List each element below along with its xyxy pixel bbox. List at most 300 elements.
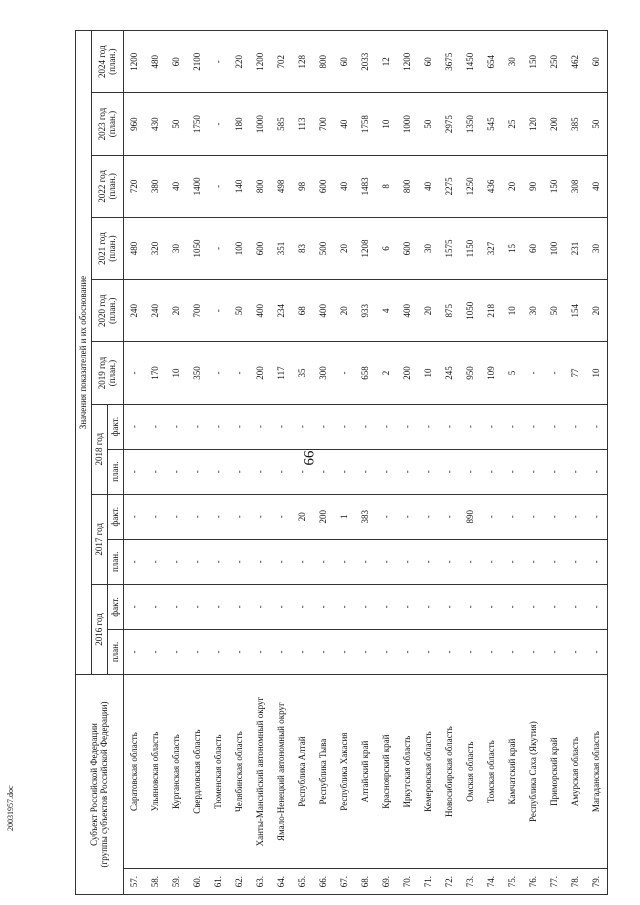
value-cell: 150 [523,31,544,93]
value-cell: 245 [439,342,460,404]
plan-type-label: (план.) [106,235,117,262]
value-cell: 658 [355,342,376,404]
value-cell: - [124,342,146,404]
region-name: Амурская область [565,675,586,869]
value-cell: 100 [544,217,565,279]
value-cell: - [439,539,460,584]
value-cell: 1050 [187,217,208,279]
table-row [397,31,418,895]
subject-column-header [76,675,124,895]
table-row [229,31,250,895]
values-group-header: Значения показателей и их обоснование [76,31,92,675]
value-cell: - [124,629,146,674]
value-cell: - [334,539,355,584]
value-cell: 60 [418,31,439,93]
table-row [544,31,565,895]
value-cell: - [187,494,208,539]
value-cell: 40 [586,155,608,217]
table-row [250,31,271,895]
value-cell: - [355,629,376,674]
value-cell: 720 [124,155,146,217]
sub-header-fact-2017: факт. [108,494,124,539]
value-cell: - [565,404,586,449]
table-row [439,31,460,895]
value-cell: 462 [565,31,586,93]
plan-year-label: 2022 год [97,170,108,203]
value-cell: - [397,629,418,674]
plan-2024-header [92,31,124,93]
region-name: Республика Алтай [292,675,313,869]
value-cell: 1000 [250,93,271,155]
value-cell: - [166,539,187,584]
value-cell: 200 [544,93,565,155]
plan-type-label: (план.) [106,110,117,138]
value-cell: - [208,93,229,155]
region-name: Ханты-Мансийский автономный округ [250,675,271,869]
value-cell: - [439,494,460,539]
row-number: 64. [271,869,292,895]
value-cell: 1350 [460,93,481,155]
value-cell: 2 [376,342,397,404]
value-cell: - [376,584,397,629]
row-number: 58. [145,869,166,895]
row-number: 74. [481,869,502,895]
value-cell: - [481,629,502,674]
table-row [292,31,313,895]
value-cell: 480 [145,31,166,93]
value-cell: - [502,629,523,674]
value-cell: - [208,155,229,217]
value-cell: 15 [502,217,523,279]
value-cell: - [376,494,397,539]
indicators-table [75,30,608,895]
plan-2022-header [92,155,124,217]
value-cell: - [376,449,397,494]
value-cell: - [502,494,523,539]
value-cell: 2275 [439,155,460,217]
region-name: Республика Тыва [313,675,334,869]
table-row [502,31,523,895]
value-cell: 40 [166,155,187,217]
value-cell: 68 [292,280,313,342]
value-cell: - [418,539,439,584]
value-cell: 5 [502,342,523,404]
plan-year-label: 2021 год [97,232,108,265]
year-2017-header: 2017 год [92,494,108,584]
value-cell: - [565,629,586,674]
value-cell: 100 [229,217,250,279]
value-cell: - [208,629,229,674]
row-number: 75. [502,869,523,895]
row-number: 76. [523,869,544,895]
value-cell: - [187,404,208,449]
value-cell: 700 [187,280,208,342]
row-number: 63. [250,869,271,895]
value-cell: 200 [397,342,418,404]
value-cell: 113 [292,93,313,155]
plan-2019-header [92,342,124,404]
value-cell: - [208,494,229,539]
plan-type-label: (план.) [106,359,117,387]
value-cell: - [418,449,439,494]
value-cell: 20 [418,280,439,342]
value-cell: - [481,494,502,539]
value-cell: - [313,449,334,494]
value-cell: 60 [334,31,355,93]
value-cell: - [586,449,608,494]
value-cell: - [544,342,565,404]
value-cell: - [523,342,544,404]
value-cell: - [586,584,608,629]
row-number: 65. [292,869,313,895]
value-cell: - [313,584,334,629]
value-cell: - [145,449,166,494]
value-cell: 436 [481,155,502,217]
value-cell: 585 [271,93,292,155]
row-number: 72. [439,869,460,895]
value-cell: - [208,584,229,629]
value-cell: 308 [565,155,586,217]
value-cell: - [439,629,460,674]
value-cell: 60 [586,31,608,93]
region-name: Республика Саха (Якутия) [523,675,544,869]
table-row [313,31,334,895]
table-row [565,31,586,895]
value-cell: - [187,629,208,674]
value-cell: - [313,404,334,449]
value-cell: - [250,404,271,449]
table-row [166,31,187,895]
table-row [208,31,229,895]
value-cell: - [292,584,313,629]
region-name: Республика Хакасия [334,675,355,869]
value-cell: - [586,404,608,449]
plan-2020-header [92,280,124,342]
region-name: Иркутская область [397,675,418,869]
row-number: 73. [460,869,481,895]
value-cell: - [481,584,502,629]
value-cell: 90 [523,155,544,217]
value-cell: 327 [481,217,502,279]
value-cell: - [145,629,166,674]
plan-type-label: (план.) [106,297,117,324]
plan-year-label: 2023 год [97,107,108,141]
value-cell: - [460,584,481,629]
value-cell: - [208,449,229,494]
table-row [355,31,376,895]
region-name: Саратовская область [124,675,146,869]
value-cell: 200 [250,342,271,404]
value-cell: - [460,449,481,494]
value-cell: - [544,629,565,674]
value-cell: 50 [166,93,187,155]
sub-header-plan-2017: план. [108,539,124,584]
value-cell: - [502,539,523,584]
value-cell: 20 [502,155,523,217]
value-cell: - [376,629,397,674]
value-cell: 50 [586,93,608,155]
sub-header-fact-2016: факт. [108,584,124,629]
value-cell: 950 [460,342,481,404]
value-cell: - [229,629,250,674]
value-cell: 1208 [355,217,376,279]
value-cell: 20 [586,280,608,342]
value-cell: - [166,584,187,629]
value-cell: - [124,539,146,584]
value-cell: - [271,629,292,674]
table-row [418,31,439,895]
value-cell: 50 [544,280,565,342]
value-cell: - [250,494,271,539]
region-name: Магаданская область [586,675,608,869]
plan-2021-header [92,217,124,279]
subject-header-line2: (группы субъектов Российской Федерации) [98,701,109,868]
row-number: 71. [418,869,439,895]
value-cell: 498 [271,155,292,217]
value-cell: 654 [481,31,502,93]
value-cell: 500 [313,217,334,279]
value-cell: - [544,539,565,584]
value-cell: - [397,404,418,449]
value-cell: - [439,449,460,494]
value-cell: - [334,449,355,494]
table-row [187,31,208,895]
value-cell: 50 [418,93,439,155]
value-cell: 240 [124,280,146,342]
value-cell: 180 [229,93,250,155]
value-cell: - [355,404,376,449]
value-cell: - [208,539,229,584]
value-cell: - [166,404,187,449]
value-cell: 351 [271,217,292,279]
value-cell: 220 [229,31,250,93]
value-cell: 250 [544,31,565,93]
value-cell: 30 [418,217,439,279]
row-number: 70. [397,869,418,895]
value-cell: - [565,449,586,494]
value-cell: - [187,449,208,494]
value-cell: - [166,494,187,539]
value-cell: 12 [376,31,397,93]
value-cell: 50 [229,280,250,342]
value-cell: - [313,539,334,584]
plan-type-label: (план.) [106,173,117,200]
value-cell: - [124,494,146,539]
value-cell: - [271,449,292,494]
region-name: Новосибирская область [439,675,460,869]
table-row [271,31,292,895]
value-cell: 480 [124,217,146,279]
row-number: 57. [124,869,146,895]
value-cell: - [397,584,418,629]
value-cell: 20 [334,217,355,279]
row-number: 67. [334,869,355,895]
region-name: Тюменская область [208,675,229,869]
value-cell: - [229,539,250,584]
value-cell: - [523,449,544,494]
value-cell: - [250,449,271,494]
value-cell: 140 [229,155,250,217]
rotated-table-container [75,30,601,895]
value-cell: - [439,584,460,629]
value-cell: - [271,584,292,629]
value-cell: - [397,449,418,494]
value-cell: - [439,404,460,449]
value-cell: 20 [292,494,313,539]
value-cell: 700 [313,93,334,155]
value-cell: 8 [376,155,397,217]
value-cell: 231 [565,217,586,279]
value-cell: 83 [292,217,313,279]
row-number: 61. [208,869,229,895]
value-cell: - [565,494,586,539]
value-cell: - [460,629,481,674]
value-cell: - [586,539,608,584]
value-cell: - [334,342,355,404]
value-cell: 10 [376,93,397,155]
value-cell: 10 [418,342,439,404]
value-cell: 890 [460,494,481,539]
year-2016-header: 2016 год [92,584,108,674]
value-cell: 40 [418,155,439,217]
value-cell: - [355,449,376,494]
value-cell: 150 [544,155,565,217]
row-number: 59. [166,869,187,895]
value-cell: - [397,539,418,584]
value-cell: 600 [250,217,271,279]
value-cell: - [544,404,565,449]
value-cell: - [292,629,313,674]
value-cell: - [229,342,250,404]
value-cell: - [523,404,544,449]
value-cell: - [145,494,166,539]
value-cell: 25 [502,93,523,155]
row-number: 68. [355,869,376,895]
plan-year-label: 2020 год [97,294,108,328]
value-cell: - [565,584,586,629]
value-cell: 2975 [439,93,460,155]
value-cell: - [586,494,608,539]
plan-year-label: 2019 год [97,356,108,390]
value-cell: 2033 [355,31,376,93]
value-cell: - [250,584,271,629]
value-cell: 1250 [460,155,481,217]
value-cell: 98 [292,155,313,217]
value-cell: - [271,404,292,449]
value-cell: - [292,449,313,494]
value-cell: 30 [166,217,187,279]
value-cell: - [523,584,544,629]
sub-header-fact-2018: факт. [108,404,124,449]
table-row [481,31,502,895]
value-cell: - [544,449,565,494]
value-cell: 1758 [355,93,376,155]
table-row [523,31,544,895]
value-cell: 10 [502,280,523,342]
value-cell: 40 [334,93,355,155]
value-cell: 1450 [460,31,481,93]
value-cell: - [544,494,565,539]
value-cell: - [334,404,355,449]
value-cell: 240 [145,280,166,342]
value-cell: - [145,404,166,449]
value-cell: 380 [145,155,166,217]
row-number: 78. [565,869,586,895]
value-cell: 60 [523,217,544,279]
value-cell: 154 [565,280,586,342]
value-cell: - [292,539,313,584]
value-cell: - [187,539,208,584]
value-cell: 4 [376,280,397,342]
table-row [124,31,146,895]
plan-type-label: (план.) [106,48,117,75]
value-cell: 128 [292,31,313,93]
value-cell: - [460,539,481,584]
value-cell: 383 [355,494,376,539]
value-cell: - [376,404,397,449]
table-row [586,31,608,895]
value-cell: - [502,404,523,449]
value-cell: - [376,539,397,584]
value-cell: - [166,629,187,674]
value-cell: 35 [292,342,313,404]
value-cell: 10 [586,342,608,404]
value-cell: 933 [355,280,376,342]
value-cell: - [124,584,146,629]
value-cell: 875 [439,280,460,342]
region-name: Кемеровская область [418,675,439,869]
region-name: Свердловская область [187,675,208,869]
region-name: Ямало-Ненецкий автономный округ [271,675,292,869]
value-cell: 1150 [460,217,481,279]
value-cell: - [124,404,146,449]
value-cell: - [565,539,586,584]
value-cell: 320 [145,217,166,279]
value-cell: - [124,449,146,494]
value-cell: 120 [523,93,544,155]
value-cell: - [418,404,439,449]
sub-header-plan-2018: план. [108,449,124,494]
value-cell: - [334,629,355,674]
value-cell: - [292,404,313,449]
table-row [376,31,397,895]
value-cell: 20 [166,280,187,342]
row-number: 60. [187,869,208,895]
table-body [124,31,608,895]
value-cell: 300 [313,342,334,404]
value-cell: 1200 [124,31,146,93]
plan-year-label: 2024 год [97,45,108,78]
value-cell: 1200 [250,31,271,93]
value-cell: - [355,584,376,629]
value-cell: - [460,404,481,449]
region-name: Ульяновская область [145,675,166,869]
value-cell: - [481,539,502,584]
plan-2023-header [92,93,124,155]
value-cell: - [313,629,334,674]
value-cell: - [250,539,271,584]
value-cell: 117 [271,342,292,404]
value-cell: - [418,629,439,674]
value-cell: 1200 [397,31,418,93]
value-cell: 1750 [187,93,208,155]
table-row [145,31,166,895]
value-cell: 20 [334,280,355,342]
region-name: Красноярский край [376,675,397,869]
value-cell: - [166,449,187,494]
value-cell: 170 [145,342,166,404]
value-cell: 6 [376,217,397,279]
